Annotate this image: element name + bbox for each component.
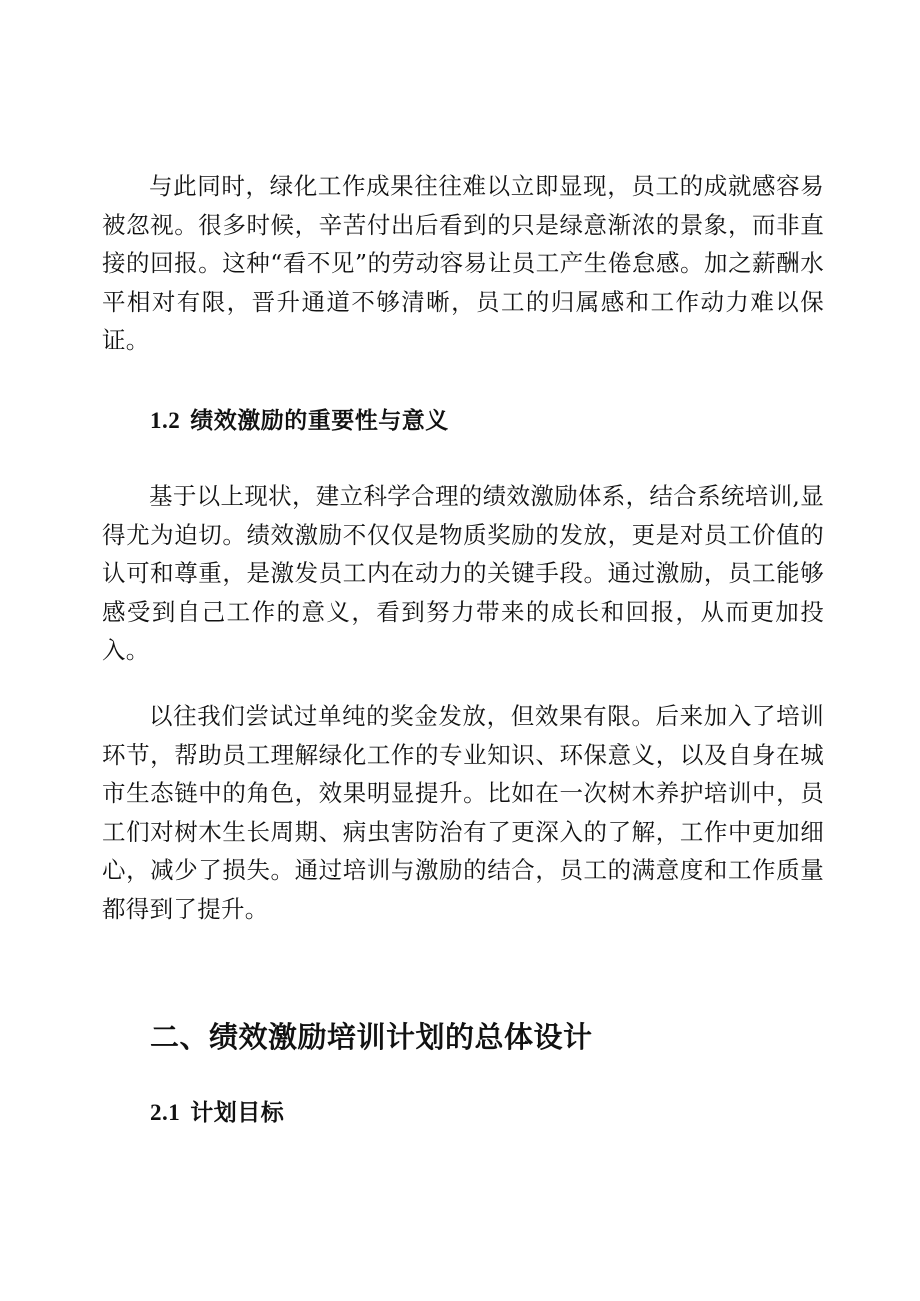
section-number: 2.1: [150, 1100, 181, 1125]
section-title: 绩效激励的重要性与意义: [190, 408, 449, 434]
section-heading-2-1: [150, 1094, 284, 1127]
section-heading-1-2: [150, 402, 449, 435]
paragraph-training-results: 以往我们尝试过单纯的奖金发放，但效果有限。后来加入了培训环节，帮助员工理解绿化工作的专业知识、环保意义，以及自身在城市生态链中的角色，效果明显提升。比如在一次树木养护培训中，员工们对树木生长周期、病虫害防治有了更深入的了解，工作中更加细心，减少了损失。通过培训与激励的结合，员工的满意度和工作质量都得到了提升。: [102, 702, 824, 923]
section-number: 1.2: [150, 408, 181, 433]
paragraph-job-satisfaction: 与此同时，绿化工作成果往往难以立即显现，员工的成就感容易被忽视。很多时候，辛苦付出后看到的只是绿意渐浓的景象，而非直接的回报。这种“看不见”的劳动容易让员工产生倦怠感。加之薪酬水平相对有限，晋升通道不够清晰，员工的归属感和工作动力难以保证。: [102, 172, 824, 354]
section-title: 计划目标: [190, 1100, 285, 1126]
chapter-heading-2: 二、绩效激励培训计划的总体设计: [150, 1020, 593, 1054]
paragraph-incentive-importance: 基于以上现状，建立科学合理的绩效激励体系，结合系统培训,显得尤为迫切。绩效激励不仅仅是物质奖励的发放，更是对员工价值的认可和尊重，是激发员工内在动力的关键手段。通过激励，员工能够感受到自己工作的意义，看到努力带来的成长和回报，从而更加投入。: [102, 482, 824, 664]
